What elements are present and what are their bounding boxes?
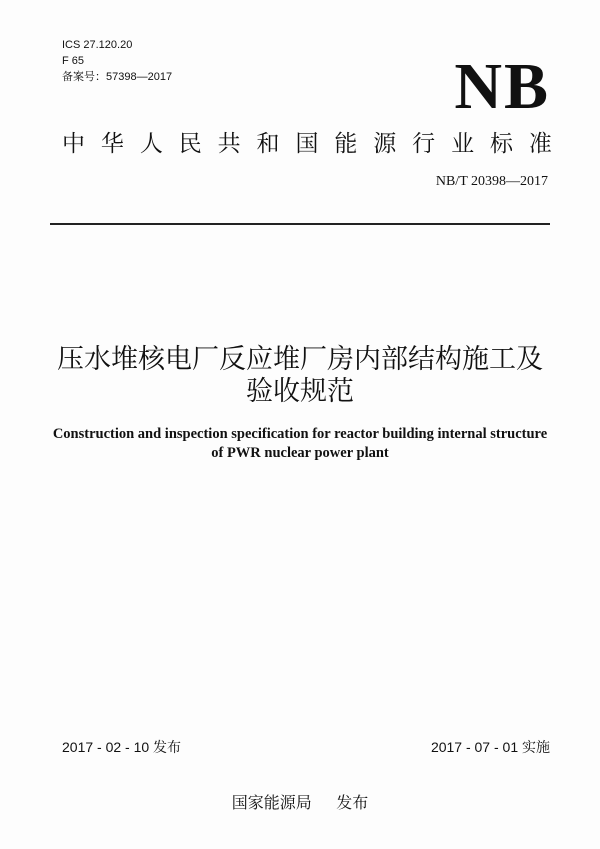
- header-char: 民: [178, 130, 202, 156]
- header-char: 国: [295, 130, 319, 156]
- title-cn-line1: 压水堆核电厂反应堆厂房内部结构施工及: [57, 344, 543, 374]
- divider: [50, 223, 550, 225]
- header-char: 源: [373, 130, 397, 156]
- header-char: 中: [62, 130, 85, 156]
- effective-date: 2017 - 07 - 01 实施: [430, 739, 550, 755]
- header-char: 标: [489, 130, 513, 156]
- header-char: 华: [100, 130, 124, 156]
- issuer: 国家能源局 发布: [231, 795, 369, 812]
- standard-number: NB/T 20398—2017: [435, 174, 548, 189]
- header-char: 业: [451, 130, 475, 156]
- ics-code: ICS 27.120.20: [62, 39, 133, 51]
- header-char: 行: [412, 130, 436, 156]
- standard-category-header: [62, 125, 552, 158]
- header-char: 人: [139, 130, 163, 156]
- title-cn-line2: 验收规范: [246, 376, 354, 406]
- title-en-line2: of PWR nuclear power plant: [211, 445, 389, 461]
- issue-date: 2017 - 02 - 10 发布: [62, 739, 182, 755]
- record-number: 备案号：57398—2017: [62, 71, 173, 83]
- header-char: 共: [217, 130, 241, 156]
- header-char: 和: [256, 130, 280, 156]
- header-char: 能: [334, 130, 358, 156]
- header-char: 准: [528, 130, 552, 156]
- nb-logo: NB: [454, 50, 550, 123]
- title-en-line1: Construction and inspection specification for reactor building internal structure: [52, 426, 548, 442]
- ccs-code: F 65: [62, 55, 85, 67]
